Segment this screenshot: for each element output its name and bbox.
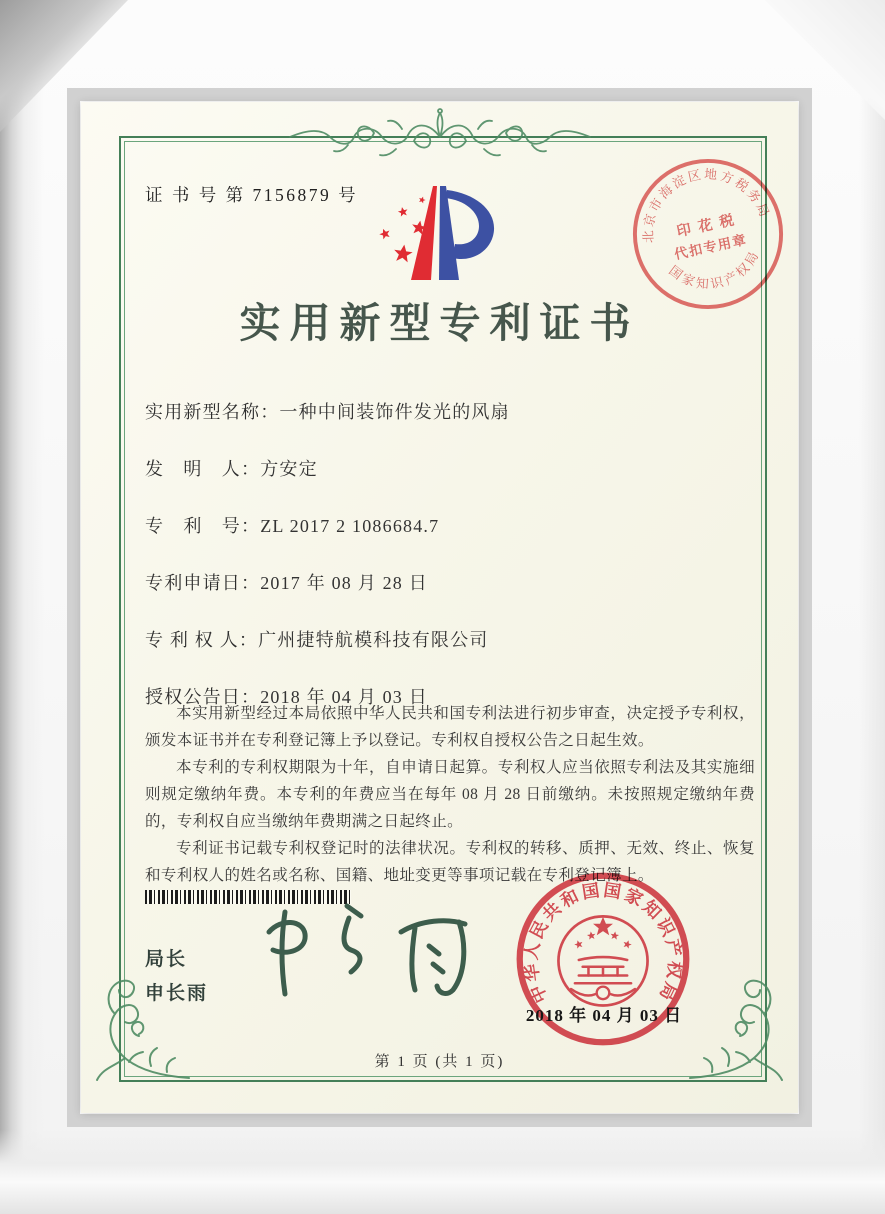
field-label: 授权公告日： (145, 687, 261, 707)
tax-stamp-arc-bottom: 国家知识产权局 (666, 247, 763, 292)
body-paragraph: 本专利的专利权期限为十年，自申请日起算。专利权人应当依照专利法及其实施细则规定缴纳年费。本专利的年费应当在每年 08 月 28 日前缴纳。未按照规定缴纳年费的，专利权自应当缴纳年费期满之日起终止。 (145, 758, 755, 830)
field-label: 专利申请日： (145, 573, 261, 593)
field-value: 一种中间装饰件发光的风扇 (279, 402, 510, 422)
field-label: 专 利 权 人： (145, 630, 259, 650)
field-label: 专 利 号： (145, 516, 261, 536)
director-name: 申长雨 (145, 983, 209, 1004)
certificate-number: 证 书 号 第 7156879 号 (145, 185, 359, 205)
handwritten-signature-icon (251, 898, 491, 1008)
frame-bottom-shade (0, 1130, 885, 1214)
seal-date: 2018 年 04 月 03 日 (525, 1006, 683, 1025)
field-value: 2018 年 04 月 03 日 (260, 687, 428, 707)
body-paragraph: 本实用新型经过本局依照中华人民共和国专利法进行初步审查，决定授予专利权，颁发本证书并在专利登记簿上予以登记。专利权自授权公告之日起生效。 (145, 705, 755, 749)
field-row-patent-number (145, 512, 439, 538)
tax-stamp-line2: 代扣专用章 (672, 231, 749, 263)
official-seal-arc-text: 中华人民共和国国家知识产权局 (520, 879, 686, 1007)
field-label: 实用新型名称： (145, 402, 280, 422)
tax-stamp-arc-top: 北京市海淀区地方税务局 (641, 167, 773, 244)
certificate-title: 实用新型专利证书 (239, 300, 640, 346)
frame-left-shade (0, 0, 44, 1214)
page-footer: 第 1 页 (共 1 页) (374, 1054, 505, 1070)
china-national-emblem-icon (558, 916, 647, 1005)
field-row-patentee (145, 626, 489, 652)
tax-stamp-line1: 印 花 税 (675, 212, 738, 241)
field-value: 方安定 (260, 459, 318, 479)
field-row-filing-date (145, 569, 428, 595)
body-paragraph: 专利证书记载专利权登记时的法律状况。专利权的转移、质押、无效、终止、恢复和专利权人的姓名或名称、国籍、地址变更等事项记载在专利登记簿上。 (145, 839, 755, 884)
field-value: 2017 年 08 月 28 日 (260, 573, 428, 593)
field-value: ZL 2017 2 1086684.7 (260, 516, 440, 536)
certificate-body (145, 701, 755, 890)
cnipa-logo-icon (373, 180, 505, 290)
field-value: 广州捷特航模科技有限公司 (258, 630, 489, 650)
field-label: 发 明 人： (145, 459, 261, 479)
field-row-invention-name (145, 398, 510, 424)
certificate-paper (81, 102, 798, 1113)
director-role-label: 局长 (145, 949, 188, 970)
top-ornament-flourish-icon (270, 107, 610, 177)
frame-right-shade (859, 0, 885, 1214)
field-row-inventor (145, 455, 318, 481)
